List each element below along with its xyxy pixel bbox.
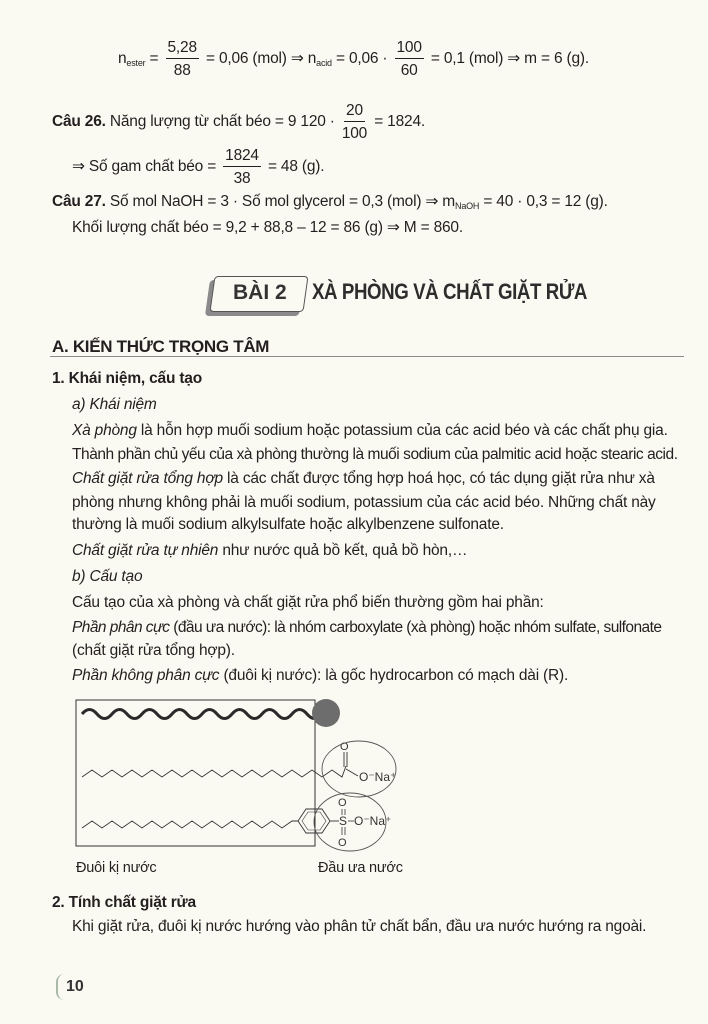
- head-caption: Đầu ưa nước: [318, 860, 403, 876]
- equals-sign: =: [149, 50, 159, 68]
- hydrophobic-tail-box: [76, 700, 315, 846]
- paragraph-line: phòng nhưng không phải là muối sodium, potassium của các acid béo. Những chất này: [72, 494, 656, 511]
- question-label: Câu 26.: [52, 113, 106, 131]
- term: Xà phòng: [72, 422, 137, 439]
- result-text: = 40 · 0,3 = 12 (g).: [483, 193, 608, 210]
- paragraph-detergent-definition: [72, 470, 655, 488]
- numerator: 5,28: [166, 40, 199, 59]
- numerator: 20: [344, 103, 365, 122]
- paragraph-line: (chất giặt rửa tổng hợp).: [72, 642, 235, 659]
- section-divider: [50, 356, 684, 357]
- denominator: 88: [173, 61, 191, 79]
- part-b-label: b) Cấu tạo: [72, 568, 143, 585]
- sulfonyl-oxygen-bottom: O: [338, 837, 347, 849]
- denominator: 60: [400, 61, 418, 79]
- cau-27-line1: [52, 192, 608, 211]
- fraction-1824-38: [223, 148, 261, 186]
- subsection-heading-2: 2. Tính chất giặt rửa: [52, 894, 196, 911]
- sulfonyl-oxygen-top: O: [338, 797, 347, 809]
- equation-text: Số mol NaOH = 3 · Số mol glycerol = 0,3 (mol) ⇒ m: [109, 193, 456, 210]
- carboxylate-head-ellipse: [322, 741, 396, 797]
- definition-text: là hỗn hợp muối sodium hoặc potassium của các acid béo và các chất phụ gia.: [136, 422, 668, 439]
- ester-mol-equation: [118, 40, 589, 78]
- fraction-100-60: [395, 40, 424, 78]
- sulfonate-ion-label: O⁻Na⁺: [354, 814, 392, 828]
- fraction-20-100: [342, 103, 367, 141]
- cau-27-line2: Khối lượng chất béo = 9,2 + 88,8 – 12 = 86 (g) ⇒ M = 860.: [72, 219, 463, 236]
- page-number-bracket: [56, 974, 66, 1000]
- tail-caption: Đuôi kị nước: [76, 860, 157, 876]
- paragraph-washing-property: Khi giặt rửa, đuôi kị nước hướng vào phân tử chất bẩn, đầu ưa nước hướng ra ngoài.: [72, 918, 647, 935]
- term: Chất giặt rửa tổng hợp: [72, 470, 223, 487]
- paragraph-natural-detergent: [72, 542, 467, 560]
- question-label: Câu 27.: [52, 193, 106, 210]
- paragraph-structure: Cấu tạo của xà phòng và chất giặt rửa phổ biến thường gồm hai phần:: [72, 594, 544, 611]
- carboxylate-bond: [346, 769, 358, 776]
- paragraph-polar-part: [72, 619, 661, 637]
- carboxylate-ion-label: O⁻Na⁺: [359, 770, 397, 784]
- term: Phần không phân cực: [72, 667, 220, 684]
- cau-26-line2: [72, 148, 324, 186]
- term: Phần phân cực: [72, 619, 170, 636]
- equation-text: = 0,06 ·: [335, 50, 388, 68]
- section-heading: A. KIẾN THỨC TRỌNG TÂM: [52, 337, 270, 356]
- term: Chất giặt rửa tự nhiên: [72, 542, 219, 559]
- denominator: 100: [341, 124, 368, 142]
- naoh-subscript: NaOH: [455, 201, 480, 211]
- result-text: = 1824.: [374, 113, 425, 131]
- paragraph-soap-composition: Thành phần chủ yếu của xà phòng thường là muối sodium của palmitic acid hoặc stearic acid.: [72, 446, 678, 463]
- definition-text: là các chất được tổng hợp hoá học, có tác dụng giặt rửa như xà: [222, 470, 655, 487]
- result-text: = 48 (g).: [267, 158, 325, 176]
- equation-text: Năng lượng từ chất béo = 9 120 ·: [109, 113, 335, 131]
- lesson-title: XÀ PHÒNG VÀ CHẤT GIẶT RỬA: [312, 279, 588, 304]
- part-a-label: a) Khái niệm: [72, 396, 157, 413]
- paragraph-line: thường là muối sodium alkylsulfate hoặc alkylbenzene sulfonate.: [72, 516, 504, 533]
- paragraph-nonpolar-part: [72, 667, 568, 685]
- lesson-label: BÀI 2: [233, 281, 287, 304]
- subsection-heading-1: 1. Khái niệm, cấu tạo: [52, 370, 202, 387]
- ester-subscript: ester: [126, 58, 146, 69]
- definition-text: (đuôi kị nước): là gốc hydrocarbon có mạch dài (R).: [219, 667, 569, 684]
- carbonyl-oxygen: O: [340, 741, 349, 753]
- paragraph-soap-definition: [72, 422, 668, 440]
- fraction-528-88: [166, 40, 199, 78]
- soap-structure-diagram: [40, 688, 397, 878]
- carboxylate-carbon-chain: [82, 766, 346, 777]
- result-text: = 0,06 (mol) ⇒ n: [206, 50, 317, 68]
- n-symbol: n: [118, 50, 127, 68]
- numerator: 1824: [223, 148, 261, 167]
- result-text: = 0,1 (mol) ⇒ m = 6 (g).: [430, 50, 589, 68]
- denominator: 38: [233, 169, 251, 187]
- wavy-tail-line: [82, 710, 322, 719]
- sulfur-atom: S: [339, 814, 348, 828]
- equation-text: ⇒ Số gam chất béo =: [72, 158, 217, 176]
- definition-text: như nước quả bồ kết, quả bồ hòn,…: [218, 542, 468, 559]
- acid-subscript: acid: [316, 58, 332, 69]
- hydrophilic-head-circle: [312, 699, 340, 727]
- cau-26-line1: [52, 103, 425, 141]
- definition-text: (đầu ưa nước): là nhóm carboxylate (xà phòng) hoặc nhóm sulfate, sulfonate: [169, 619, 662, 636]
- numerator: 100: [395, 40, 424, 59]
- sulfonate-carbon-chain: [82, 821, 298, 828]
- page-number: 10: [66, 978, 84, 995]
